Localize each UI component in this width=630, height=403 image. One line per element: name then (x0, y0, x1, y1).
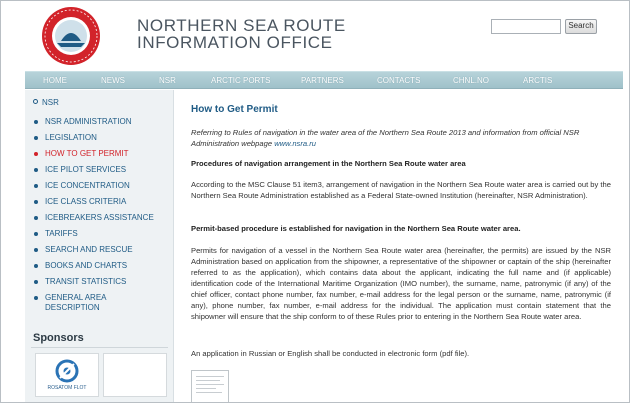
sponsors-title: Sponsors (33, 332, 84, 344)
sidebar (25, 90, 174, 403)
main-content (175, 90, 623, 403)
atom-logo-icon (36, 354, 98, 384)
search-input[interactable] (491, 19, 561, 34)
nav-contacts[interactable]: CONTACTS (377, 76, 421, 85)
document-thumbnail[interactable] (191, 370, 229, 403)
bullet-icon (34, 296, 38, 300)
site-logo[interactable] (31, 5, 111, 67)
main-nav (25, 71, 623, 89)
sidebar-item-search-and-rescue[interactable]: SEARCH AND RESCUE (45, 245, 170, 255)
site-title-line1: NORTHERN SEA ROUTE (137, 16, 346, 35)
bullet-icon (34, 248, 38, 252)
site-header (1, 1, 629, 69)
nsra-link[interactable]: www.nsra.ru (274, 139, 316, 148)
bullet-icon (34, 152, 38, 156)
sidebar-item-icebreakers-assistance[interactable]: ICEBREAKERS ASSISTANCE (45, 213, 170, 223)
sponsor-slot[interactable] (103, 353, 167, 397)
nav-arctis[interactable]: ARCTIS (523, 76, 553, 85)
sidebar-item-transit-statistics[interactable]: TRANSIT STATISTICS (45, 277, 170, 287)
circle-bullet-icon (33, 99, 38, 104)
divider (31, 347, 168, 348)
paragraph-application: An application in Russian or English shall be conducted in electronic form (pdf file). (191, 349, 470, 358)
sponsor-rosatom-flot[interactable] (35, 353, 99, 397)
sidebar-item-legislation[interactable]: LEGISLATION (45, 133, 170, 143)
sidebar-heading[interactable]: NSR (33, 98, 59, 107)
section-heading-permit-based: Permit-based procedure is established for navigation in the Northern Sea Route water area. (191, 224, 521, 233)
section-heading-procedures: Procedures of navigation arrangement in the Northern Sea Route water area (191, 159, 466, 168)
paragraph-msc-clause: According to the MSC Clause 51 item3, arrangement of navigation in the Northern Sea Route water area is carried out by the Northern Sea Route Administration established as a Federal State-owned Institution (hereinafter, NSR Administration). (191, 180, 611, 200)
bullet-icon (34, 168, 38, 172)
intro-text: Referring to Rules of navigation in the water area of the Northern Sea Route 2013 and information from official NSR Administration webpage www.nsra.ru (191, 128, 580, 148)
bullet-icon (34, 200, 38, 204)
bullet-icon (34, 120, 38, 124)
site-title (137, 17, 346, 51)
bullet-icon (34, 184, 38, 188)
page-title: How to Get Permit (191, 104, 278, 115)
site-title-line2: INFORMATION OFFICE (137, 33, 333, 52)
sidebar-item-ice-concentration[interactable]: ICE CONCENTRATION (45, 181, 170, 191)
sidebar-item-nsr-administration[interactable]: NSR ADMINISTRATION (45, 117, 170, 127)
bullet-icon (34, 264, 38, 268)
sidebar-item-general-area-description[interactable]: GENERAL AREA DESCRIPTION (45, 293, 140, 313)
nav-home[interactable]: HOME (43, 76, 67, 85)
sidebar-item-books-and-charts[interactable]: BOOKS AND CHARTS (45, 261, 170, 271)
bullet-icon (34, 136, 38, 140)
nav-partners[interactable]: PARTNERS (301, 76, 344, 85)
bullet-icon (34, 216, 38, 220)
nav-chnl-no[interactable]: CHNL.NO (453, 76, 490, 85)
bullet-icon (34, 232, 38, 236)
nav-nsr[interactable]: NSR (159, 76, 176, 85)
bullet-icon (34, 280, 38, 284)
sidebar-item-how-to-get-permit[interactable]: HOW TO GET PERMIT (45, 149, 170, 159)
paragraph-permits: Permits for navigation of a vessel in the Northern Sea Route water area (hereinafter, the permits) are issued by the NSR Administration based on application from the shipowner, a representative of the shipowner or captain of the ship (hereinafter referred to as the application), which contains data about the applicant, indicating the full name and (if applicable) identification code of the International Maritime Organization (IMO number), the surname, name, patronymic (if any) of the chief officer, contact phone number, fax number, e-mail address for the legal person or the surname, name, patronymic (if any), phone number, fax number, e-mail address for the individual. The application must contain statement that the shipowner will ensure that the ship conform to of these Rules prior to entering in the Northern Sea Route water area. (191, 246, 611, 321)
sponsor-1-name: ROSATOM FLOT (47, 385, 87, 391)
nav-arctic-ports[interactable]: ARCTIC PORTS (211, 76, 271, 85)
nav-news[interactable]: NEWS (101, 76, 125, 85)
search-button[interactable]: Search (565, 19, 597, 34)
sidebar-item-ice-class-criteria[interactable]: ICE CLASS CRITERIA (45, 197, 170, 207)
sidebar-item-ice-pilot-services[interactable]: ICE PILOT SERVICES (45, 165, 170, 175)
sidebar-item-tariffs[interactable]: TARIFFS (45, 229, 170, 239)
